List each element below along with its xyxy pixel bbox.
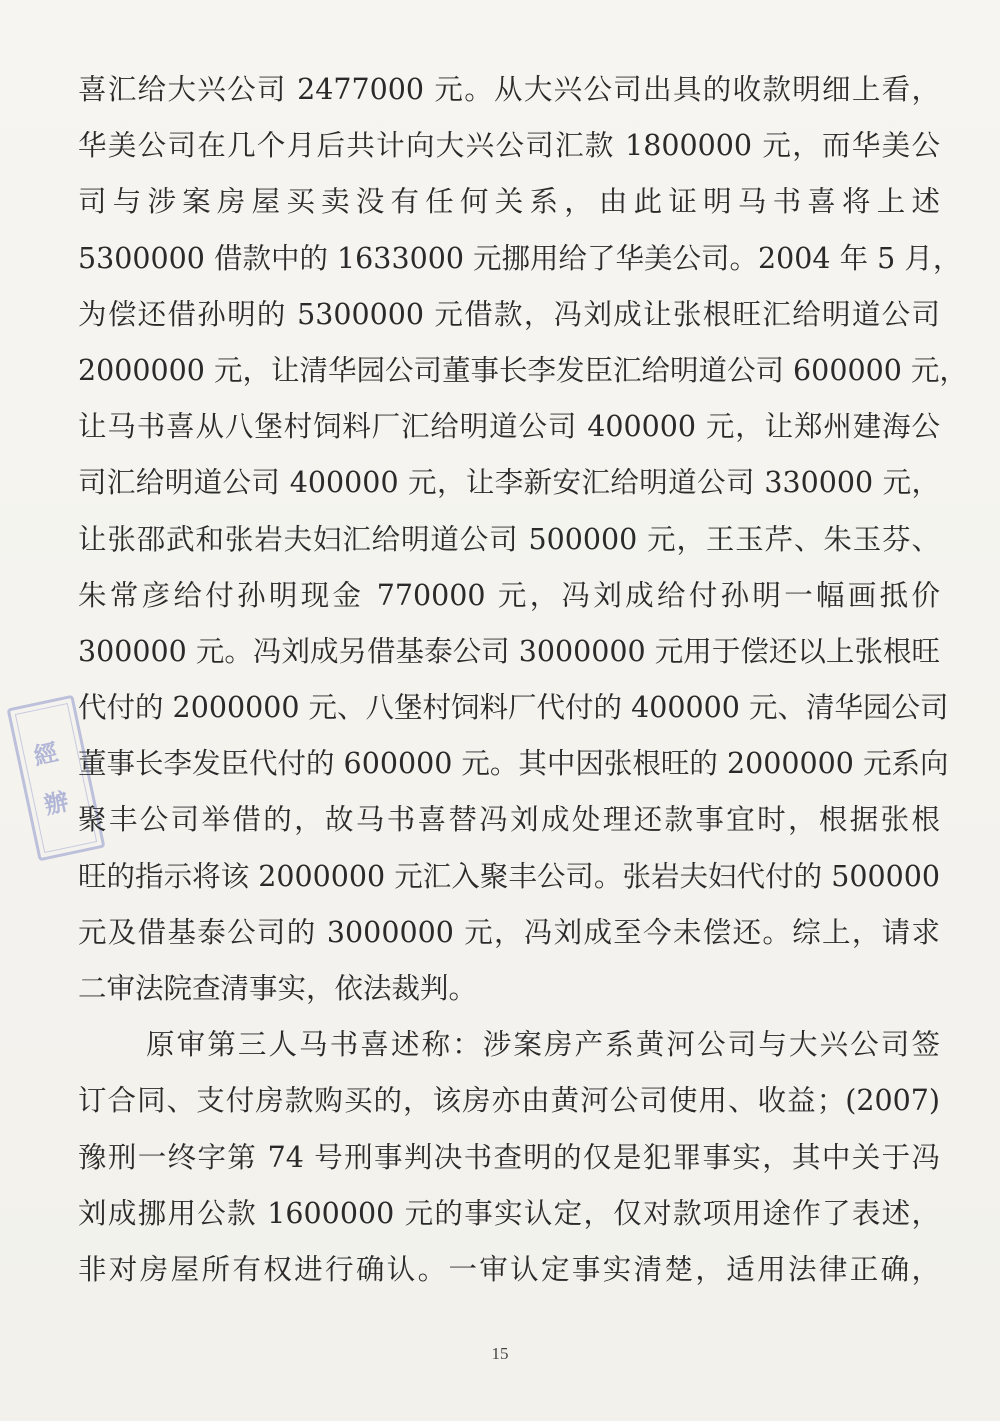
text-line: 非对房屋所有权进行确认。一审认定事实清楚，适用法律正确，: [78, 1252, 940, 1286]
text-line: 为偿还借孙明的 5300000 元借款，冯刘成让张根旺汇给明道公司: [78, 297, 940, 331]
text-line: 2000000 元，让清华园公司董事长李发臣汇给明道公司 600000 元，: [78, 353, 968, 387]
paragraph-start-line: 原审第三人马书喜述称：涉案房产系黄河公司与大兴公司签: [146, 1028, 940, 1062]
text-line: 聚丰公司举借的，故马书喜替冯刘成处理还款事宜时，根据张根: [78, 803, 940, 837]
text-line: 5300000 借款中的 1633000 元挪用给了华美公司。2004 年 5 月，: [78, 241, 962, 275]
text-line: 司与涉案房屋买卖没有任何关系，由此证明马书喜将上述: [78, 185, 940, 219]
text-line: 订合同、支付房款购买的，该房亦由黄河公司使用、收益；(2007): [78, 1084, 940, 1118]
stamp-glyph: 經: [31, 738, 61, 771]
text-line: 让张邵武和张岩夫妇汇给明道公司 500000 元，王玉芹、朱玉芬、: [78, 522, 940, 556]
text-line: 让马书喜从八堡村饲料厂汇给明道公司 400000 元，让郑州建海公: [78, 410, 940, 444]
text-line: 300000 元。冯刘成另借基泰公司 3000000 元用于偿还以上张根旺: [78, 634, 940, 668]
text-line: 华美公司在几个月后共计向大兴公司汇款 1800000 元，而华美公: [78, 129, 940, 163]
body-text: [78, 62, 968, 1298]
page-number: 15: [491, 1344, 509, 1363]
text-line: 豫刑一终字第 74 号刑事判决书查明的仅是犯罪事实，其中关于冯: [78, 1140, 940, 1174]
text-line: 喜汇给大兴公司 2477000 元。从大兴公司出具的收款明细上看，: [78, 73, 940, 106]
text-line: 朱常彦给付孙明现金 770000 元，冯刘成给付孙明一幅画抵价: [78, 578, 940, 612]
text-line: 董事长李发臣代付的 600000 元。其中因张根旺的 2000000 元系向: [78, 747, 949, 781]
text-line: 刘成挪用公款 1600000 元的事实认定，仅对款项用途作了表述，: [78, 1196, 940, 1230]
text-line: 代付的 2000000 元、八堡村饲料厂代付的 400000 元、清华园公司: [78, 691, 949, 725]
text-line: 司汇给明道公司 400000 元，让李新安汇给明道公司 330000 元，: [78, 466, 940, 500]
text-line: 元及借基泰公司的 3000000 元，冯刘成至今未偿还。综上，请求: [78, 915, 940, 949]
paragraph-end-line: 二审法院查清事实，依法裁判。: [78, 972, 478, 1005]
text-line: 旺的指示将该 2000000 元汇入聚丰公司。张岩夫妇代付的 500000: [78, 859, 940, 893]
stamp-glyph: 辦: [41, 787, 71, 820]
